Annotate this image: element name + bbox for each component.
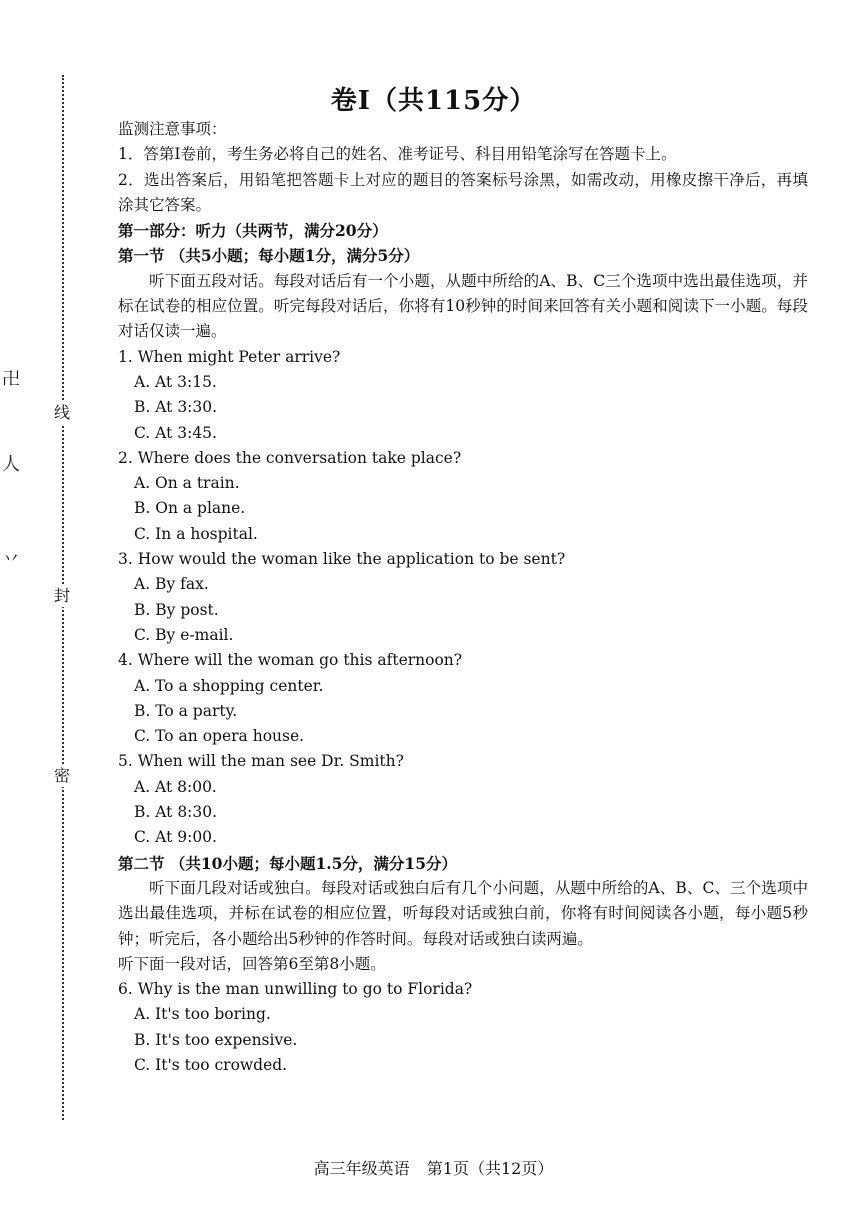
exam-content [118, 117, 808, 1078]
option-c: C. By e-mail. [134, 625, 234, 644]
option-b: B. On a plane. [134, 499, 246, 518]
section1-instructions: 听下面五段对话。每段对话后有一个小题，从题中所给的A、B、C三个选项中选出最佳选项，并标在试卷的相应位置。听完每段对话后，你将有10秒钟的时间来回答有关小题和阅读下一小题。每段对话仅读一遍。 [118, 271, 808, 341]
option-a: A. It's too boring. [134, 1005, 271, 1024]
option-b: B. At 8:30. [134, 803, 218, 822]
question-4 [118, 648, 808, 749]
option-a: A. At 8:00. [134, 777, 217, 796]
question-stem: 4. Where will the woman go this afternoon? [118, 651, 463, 670]
edge-mark-1: 卍 [2, 369, 20, 390]
binding-char-line: 线 [54, 403, 71, 422]
option-c: C. To an opera house. [134, 727, 305, 746]
edge-mark-3: 丷 [2, 549, 20, 570]
option-c: C. At 9:00. [134, 828, 217, 847]
question-stem: 5. When will the man see Dr. Smith? [118, 752, 404, 771]
binding-char-secret: 密 [54, 766, 71, 785]
footer-grade-subject: 高三年级英语 [313, 1159, 410, 1178]
notice-item-1: 1．答第Ⅰ卷前，考生务必将自己的姓名、准考证号、科目用铅笔涂写在答题卡上。 [118, 145, 677, 164]
option-b: B. By post. [134, 600, 219, 619]
question-3 [118, 547, 808, 648]
option-c: C. In a hospital. [134, 524, 258, 543]
question-5 [118, 749, 808, 850]
footer-page-number: 第1页（共12页） [426, 1159, 554, 1178]
page-title: 卷Ⅰ（共115分） [330, 86, 537, 116]
question-2 [118, 446, 808, 547]
option-b: B. It's too expensive. [134, 1030, 298, 1049]
option-b: B. At 3:30. [134, 398, 218, 417]
section2-sub-instruction: 听下面一段对话，回答第6至第8小题。 [118, 954, 386, 973]
question-stem: 3. How would the woman like the application to be sent? [118, 550, 566, 569]
edge-mark-2: 人 [2, 454, 20, 475]
page-footer [0, 1156, 867, 1179]
notice-item-2: 2．选出答案后，用铅笔把答题卡上对应的题目的答案标号涂黑，如需改动，用橡皮擦干净后，再填涂其它答案。 [118, 170, 808, 214]
question-1 [118, 345, 808, 446]
question-stem: 6. Why is the man unwilling to go to Florida? [118, 980, 473, 999]
section2-heading: 第二节 （共10小题；每小题1.5分，满分15分） [118, 853, 458, 873]
section2-instructions: 听下面几段对话或独白。每段对话或独白后有几个小问题，从题中所给的A、B、C、三个选项中选出最佳选项，并标在试卷的相应位置，听每段对话或独白前，你将有时间阅读各小题，每小题5秒钟；听完后，各小题给出5秒钟的作答时间。每段对话或独白读两遍。 [118, 878, 808, 948]
question-6 [118, 977, 808, 1078]
option-a: A. To a shopping center. [134, 676, 324, 695]
part1-heading: 第一部分：听力（共两节，满分20分） [118, 221, 388, 241]
question-stem: 1. When might Peter arrive? [118, 347, 341, 366]
option-c: C. It's too crowded. [134, 1055, 288, 1074]
option-a: A. By fax. [134, 575, 209, 594]
binding-char-seal: 封 [54, 586, 71, 605]
option-b: B. To a party. [134, 701, 238, 720]
notice-heading: 监测注意事项： [118, 120, 227, 138]
option-a: A. At 3:15. [134, 372, 217, 391]
option-c: C. At 3:45. [134, 423, 217, 442]
section1-heading: 第一节 （共5小题；每小题1分，满分5分） [118, 246, 420, 266]
option-a: A. On a train. [134, 474, 240, 493]
question-stem: 2. Where does the conversation take place? [118, 448, 462, 467]
